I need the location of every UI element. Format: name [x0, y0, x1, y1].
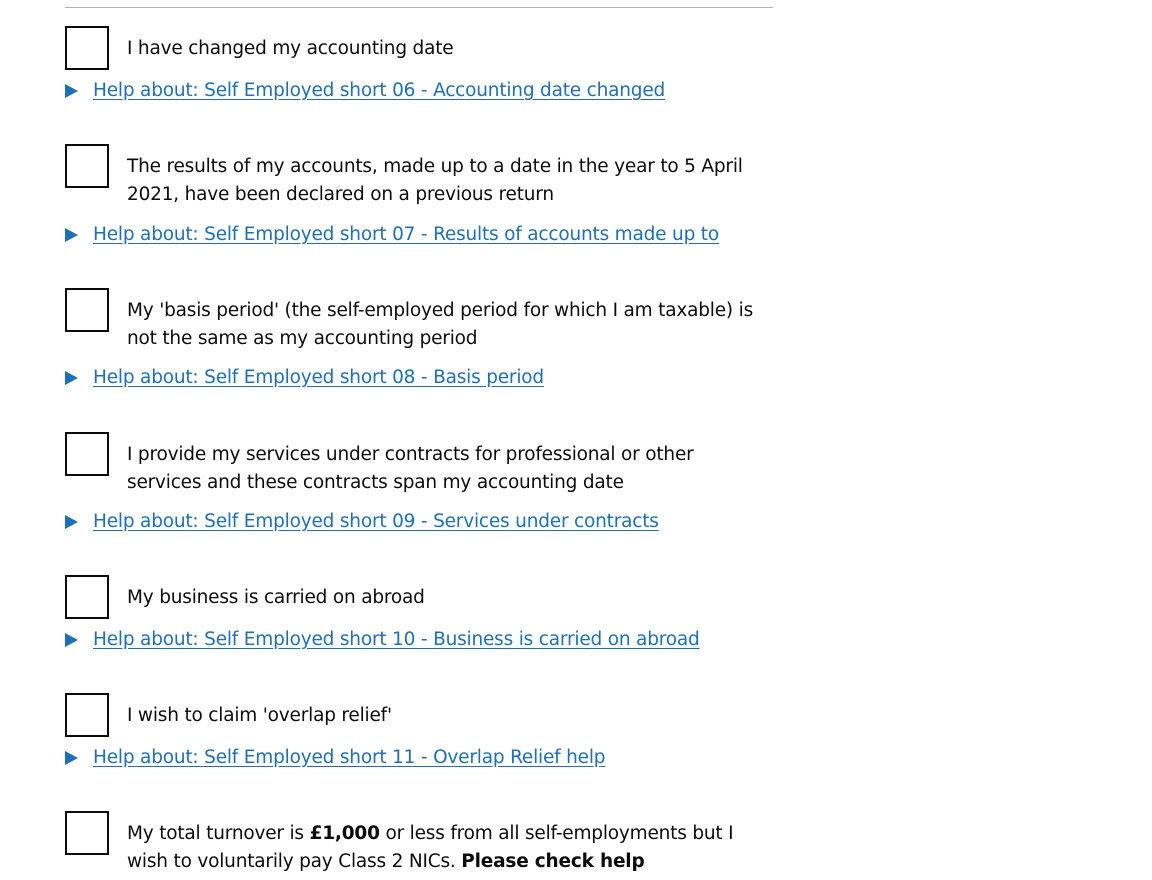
checkbox-label: My 'basis period' (the self-employed period for which I am taxable) is not the same as my accounting period: [127, 300, 754, 349]
checkbox-services-contracts[interactable]: [65, 432, 109, 476]
checkbox-label: My business is carried on abroad: [127, 587, 425, 608]
label-text: or less from all self-employments but I wish to voluntarily pay Class 2 NICs.: [127, 823, 734, 872]
help-link[interactable]: Help about: Self Employed short 06 - Accounting date changed: [93, 80, 666, 101]
help-toggle-10[interactable]: [65, 626, 700, 654]
help-link[interactable]: Help about: Self Employed short 11 - Overlap Relief help: [93, 747, 606, 768]
checkbox-business-abroad[interactable]: [65, 575, 109, 619]
help-link[interactable]: Help about: Self Employed short 07 - Results of accounts made up to: [93, 224, 719, 245]
help-toggle-07[interactable]: [65, 221, 719, 249]
triangle-right-icon: [65, 228, 78, 242]
triangle-right-icon: [65, 84, 78, 98]
help-toggle-08[interactable]: [65, 364, 544, 392]
help-link[interactable]: Help about: Self Employed short 10 - Business is carried on abroad: [93, 629, 700, 650]
triangle-right-icon: [65, 633, 78, 647]
checkbox-label: I have changed my accounting date: [127, 38, 454, 59]
section-divider: [65, 7, 773, 8]
check-help-notice: Please check help: [461, 851, 645, 872]
checkbox-accounting-date-changed[interactable]: [65, 26, 109, 70]
checkbox-label: I wish to claim 'overlap relief': [127, 705, 392, 726]
checkbox-basis-period[interactable]: [65, 288, 109, 332]
help-toggle-11[interactable]: [65, 744, 605, 772]
checkbox-voluntary-class2-nics[interactable]: [65, 811, 109, 855]
triangle-right-icon: [65, 371, 78, 385]
help-link[interactable]: Help about: Self Employed short 08 - Basis period: [93, 367, 544, 388]
checkbox-results-declared[interactable]: [65, 144, 109, 188]
triangle-right-icon: [65, 751, 78, 765]
checkbox-label: The results of my accounts, made up to a date in the year to 5 April 2021, have been declared on a previous return: [127, 156, 743, 205]
help-toggle-09[interactable]: [65, 508, 659, 536]
checkbox-label: [127, 820, 767, 876]
help-toggle-06[interactable]: [65, 77, 665, 105]
checkbox-overlap-relief[interactable]: [65, 693, 109, 737]
turnover-amount: £1,000: [309, 823, 380, 844]
label-text: My total turnover is: [127, 823, 310, 844]
triangle-right-icon: [65, 515, 78, 529]
checkbox-label: I provide my services under contracts for professional or other services and these contracts span my accounting date: [127, 444, 694, 493]
help-link[interactable]: Help about: Self Employed short 09 - Services under contracts: [93, 511, 659, 532]
